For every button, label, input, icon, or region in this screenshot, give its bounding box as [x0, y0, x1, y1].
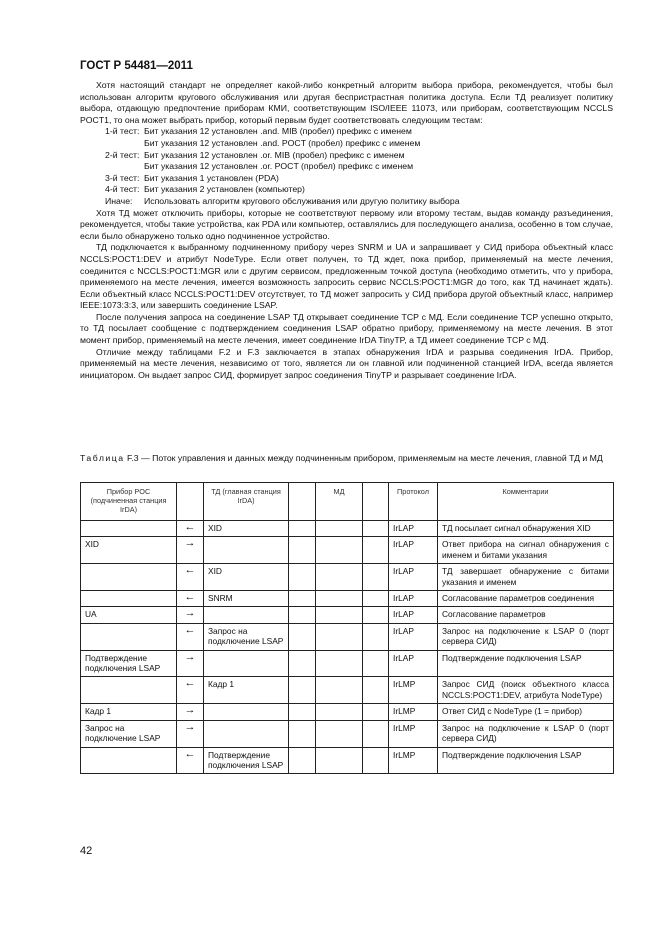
- cell-comment: Ответ СИД с NodeType (1 = прибор): [438, 704, 614, 720]
- paragraph: ТД подключается к выбранному подчиненному прибору через SNRM и UA и запрашивает у СИД прибора объектный класс NCCLS:POCT1:DEV и атрибут NodeType. Если ответ получен, то ТД ждет, пока прибор, применяемый на месте лечения, соединится с NCCLS:POCT1:MGR или с другим сервисом, предложенным точкой доступа (необходимо отметить, что у прибора, применяемого на месте лечения, имеется возможность запросить сервис NCCLS:POCT1:MGR до того, как ТД начинает ждать). Если объектный класс NCCLS:POCT1:DEV отсутствует, то ТД может запросить у СИД прибора другой объектный класс, например IEEE:1073:3:3, или завершить соединение LSAP.: [80, 242, 613, 311]
- cell-poc: [81, 623, 177, 650]
- cell-empty: [289, 564, 316, 591]
- cell-md: [316, 623, 363, 650]
- cell-md: [316, 720, 363, 747]
- cell-empty: [363, 537, 389, 564]
- cell-protocol: IrLMP: [389, 720, 438, 747]
- col-header-poc: Прибор POC (подчиненная станция IrDA): [81, 483, 177, 521]
- test-label: 1-й тест:: [105, 126, 140, 137]
- cell-td: [204, 650, 289, 677]
- cell-comment: Подтверждение подключения LSAP: [438, 747, 614, 774]
- cell-poc: [81, 677, 177, 704]
- cell-empty: [363, 607, 389, 623]
- cell-empty: [289, 607, 316, 623]
- cell-md: [316, 677, 363, 704]
- cell-protocol: IrLAP: [389, 607, 438, 623]
- cell-protocol: IrLAP: [389, 623, 438, 650]
- cell-md: [316, 537, 363, 564]
- test-list: [80, 126, 613, 207]
- cell-empty: [289, 720, 316, 747]
- cell-protocol: IrLAP: [389, 537, 438, 564]
- cell-comment: Запрос СИД (поиск объектного класса NCCLS:POCT1:DEV, атрибута NodeType): [438, 677, 614, 704]
- cell-poc: [81, 747, 177, 774]
- cell-td: Подтверждение подключения LSAP: [204, 747, 289, 774]
- cell-md: [316, 607, 363, 623]
- col-header-comment: Комментарии: [438, 483, 614, 521]
- test-item: [80, 150, 613, 162]
- cell-protocol: IrLMP: [389, 747, 438, 774]
- cell-empty: [363, 677, 389, 704]
- cell-poc: Подтверждение подключения LSAP: [81, 650, 177, 677]
- left-arrow-icon: ←: [177, 591, 204, 607]
- test-text: Бит указания 1 установлен (PDA): [144, 172, 279, 183]
- paragraph: Хотя настоящий стандарт не определяет какой-либо конкретный алгоритм выбора прибора, рекомендуется, чтобы был использован алгоритм кругового обслуживания или другая беспристрастная политика доступа. Если ТД реализует политику выбора, отдающую предпочтение приборам КМИ, соответствующим ISO/IEEE 11073, или приборам, соответствующим NCCLS POCT1, то она может выбрать прибор, который первым будет соответствовать следующим тестам:: [80, 80, 613, 125]
- flow-table: [80, 482, 614, 774]
- cell-td: [204, 537, 289, 564]
- cell-empty: [363, 650, 389, 677]
- cell-empty: [289, 521, 316, 537]
- cell-poc: [81, 521, 177, 537]
- test-text: Бит указания 12 установлен .and. POCT (пробел) префикс с именем: [144, 137, 421, 148]
- table-row: [81, 720, 614, 747]
- cell-td: XID: [204, 521, 289, 537]
- table-caption: [80, 453, 613, 465]
- paragraph: Хотя ТД может отключить приборы, которые не соответствуют первому или второму тестам, выдав команду разъединения, рекомендуется, чтобы такие устройства, как PDA или компьютер, оставлялись для последующего анализа, особенно в том случае, если было обнаружено только одно подчиненное устройство.: [80, 207, 613, 241]
- col-header-direction: [177, 483, 204, 521]
- right-arrow-icon: →: [177, 704, 204, 720]
- cell-empty: [289, 704, 316, 720]
- cell-comment: ТД посылает сигнал обнаружения XID: [438, 521, 614, 537]
- table-header-row: [81, 483, 614, 521]
- test-text: Использовать алгоритм кругового обслуживания или другую политику выбора: [144, 195, 460, 206]
- left-arrow-icon: ←: [177, 623, 204, 650]
- left-arrow-icon: ←: [177, 521, 204, 537]
- table-caption-text: F.3 — Поток управления и данных между подчиненным прибором, применяемым на месте лечения, главной ТД и МД: [124, 453, 603, 463]
- cell-poc: Запрос на подключение LSAP: [81, 720, 177, 747]
- cell-protocol: IrLMP: [389, 704, 438, 720]
- body-text: [80, 80, 613, 381]
- test-label: [80, 161, 144, 173]
- table-row: [81, 677, 614, 704]
- cell-empty: [289, 591, 316, 607]
- col-header-direction: [363, 483, 389, 521]
- cell-empty: [289, 537, 316, 564]
- right-arrow-icon: →: [177, 537, 204, 564]
- cell-md: [316, 747, 363, 774]
- paragraph: После получения запроса на соединение LSAP ТД открывает соединение TCP с МД. Если соединение TCP успешно открыто, то ТД посылает сообщение с подтверждением соединения LSAP обратно прибору, применяемому на месте лечения. В этот момент прибор, применяемый на месте лечения, имеет соединение IrDA TinyTP, а ТД имеет соединение TCP с МД.: [80, 311, 613, 346]
- cell-td: XID: [204, 564, 289, 591]
- cell-empty: [363, 521, 389, 537]
- cell-protocol: IrLAP: [389, 521, 438, 537]
- table-row: [81, 623, 614, 650]
- cell-protocol: IrLMP: [389, 677, 438, 704]
- cell-md: [316, 704, 363, 720]
- table-row: [81, 591, 614, 607]
- cell-td: Запрос на подключение LSAP: [204, 623, 289, 650]
- cell-td: [204, 704, 289, 720]
- test-text: Бит указания 12 установлен .and. MIB (пробел) префикс с именем: [144, 126, 412, 137]
- table-row: [81, 607, 614, 623]
- test-item: [80, 196, 613, 208]
- test-text: Бит указания 12 установлен .or. POCT (пробел) префикс с именем: [144, 161, 414, 172]
- cell-comment: Запрос на подключение к LSAP 0 (порт сервера СИД): [438, 720, 614, 747]
- cell-md: [316, 521, 363, 537]
- cell-md: [316, 564, 363, 591]
- cell-poc: XID: [81, 537, 177, 564]
- test-item: [80, 126, 613, 138]
- document-header: ГОСТ Р 54481—2011: [80, 60, 193, 72]
- cell-empty: [289, 747, 316, 774]
- table-caption-label: Таблица: [80, 453, 125, 463]
- cell-empty: [289, 650, 316, 677]
- test-item: [80, 173, 613, 185]
- test-item: [80, 138, 613, 150]
- table-row: [81, 521, 614, 537]
- paragraph: Отличие между таблицами F.2 и F.3 заключается в этапах обнаружения IrDA и разрыва соединения IrDA. Прибор, применяемый на месте лечения, независимо от того, является ли он главной или подчиненной станцией IrDA, всегда является инициатором. Он выдает запрос СИД, формирует запрос соединения TinyTP и разрывает соединение IrDA.: [80, 346, 613, 380]
- cell-protocol: IrLAP: [389, 564, 438, 591]
- table-row: [81, 537, 614, 564]
- col-header-protocol: Протокол: [389, 483, 438, 521]
- cell-poc: UA: [81, 607, 177, 623]
- cell-empty: [363, 564, 389, 591]
- cell-poc: [81, 564, 177, 591]
- test-item: [80, 161, 613, 173]
- cell-td: [204, 607, 289, 623]
- cell-comment: ТД завершает обнаружение с битами указания и именем: [438, 564, 614, 591]
- cell-protocol: IrLAP: [389, 591, 438, 607]
- test-item: [80, 184, 613, 196]
- cell-empty: [363, 623, 389, 650]
- test-label: 3-й тест:: [105, 172, 140, 183]
- cell-td: Кадр 1: [204, 677, 289, 704]
- cell-comment: Согласование параметров соединения: [438, 591, 614, 607]
- table-row: [81, 564, 614, 591]
- col-header-direction: [289, 483, 316, 521]
- page-number: 42: [80, 845, 93, 857]
- table-row: [81, 704, 614, 720]
- table-row: [81, 747, 614, 774]
- cell-empty: [363, 591, 389, 607]
- cell-md: [316, 591, 363, 607]
- cell-comment: Подтверждение подключения LSAP: [438, 650, 614, 677]
- cell-poc: Кадр 1: [81, 704, 177, 720]
- test-text: Бит указания 12 установлен .or. MIB (пробел) префикс с именем: [144, 149, 405, 160]
- table-row: [81, 650, 614, 677]
- test-text: Бит указания 2 установлен (компьютер): [144, 184, 305, 195]
- cell-protocol: IrLAP: [389, 650, 438, 677]
- test-label: Иначе:: [105, 195, 133, 206]
- cell-empty: [289, 623, 316, 650]
- test-label: 4-й тест:: [105, 184, 140, 195]
- right-arrow-icon: →: [177, 607, 204, 623]
- cell-poc: [81, 591, 177, 607]
- left-arrow-icon: ←: [177, 564, 204, 591]
- cell-empty: [363, 720, 389, 747]
- test-label: [80, 138, 144, 150]
- right-arrow-icon: →: [177, 720, 204, 747]
- cell-md: [316, 650, 363, 677]
- col-header-td: ТД (главная станция IrDA): [204, 483, 289, 521]
- right-arrow-icon: →: [177, 650, 204, 677]
- cell-empty: [363, 704, 389, 720]
- col-header-md: МД: [316, 483, 363, 521]
- cell-comment: Ответ прибора на сигнал обнаружения с именем и битами указания: [438, 537, 614, 564]
- left-arrow-icon: ←: [177, 677, 204, 704]
- cell-empty: [363, 747, 389, 774]
- cell-comment: Запрос на подключение к LSAP 0 (порт сервера СИД): [438, 623, 614, 650]
- left-arrow-icon: ←: [177, 747, 204, 774]
- cell-comment: Согласование параметров: [438, 607, 614, 623]
- cell-td: [204, 720, 289, 747]
- cell-td: SNRM: [204, 591, 289, 607]
- cell-empty: [289, 677, 316, 704]
- test-label: 2-й тест:: [105, 149, 140, 160]
